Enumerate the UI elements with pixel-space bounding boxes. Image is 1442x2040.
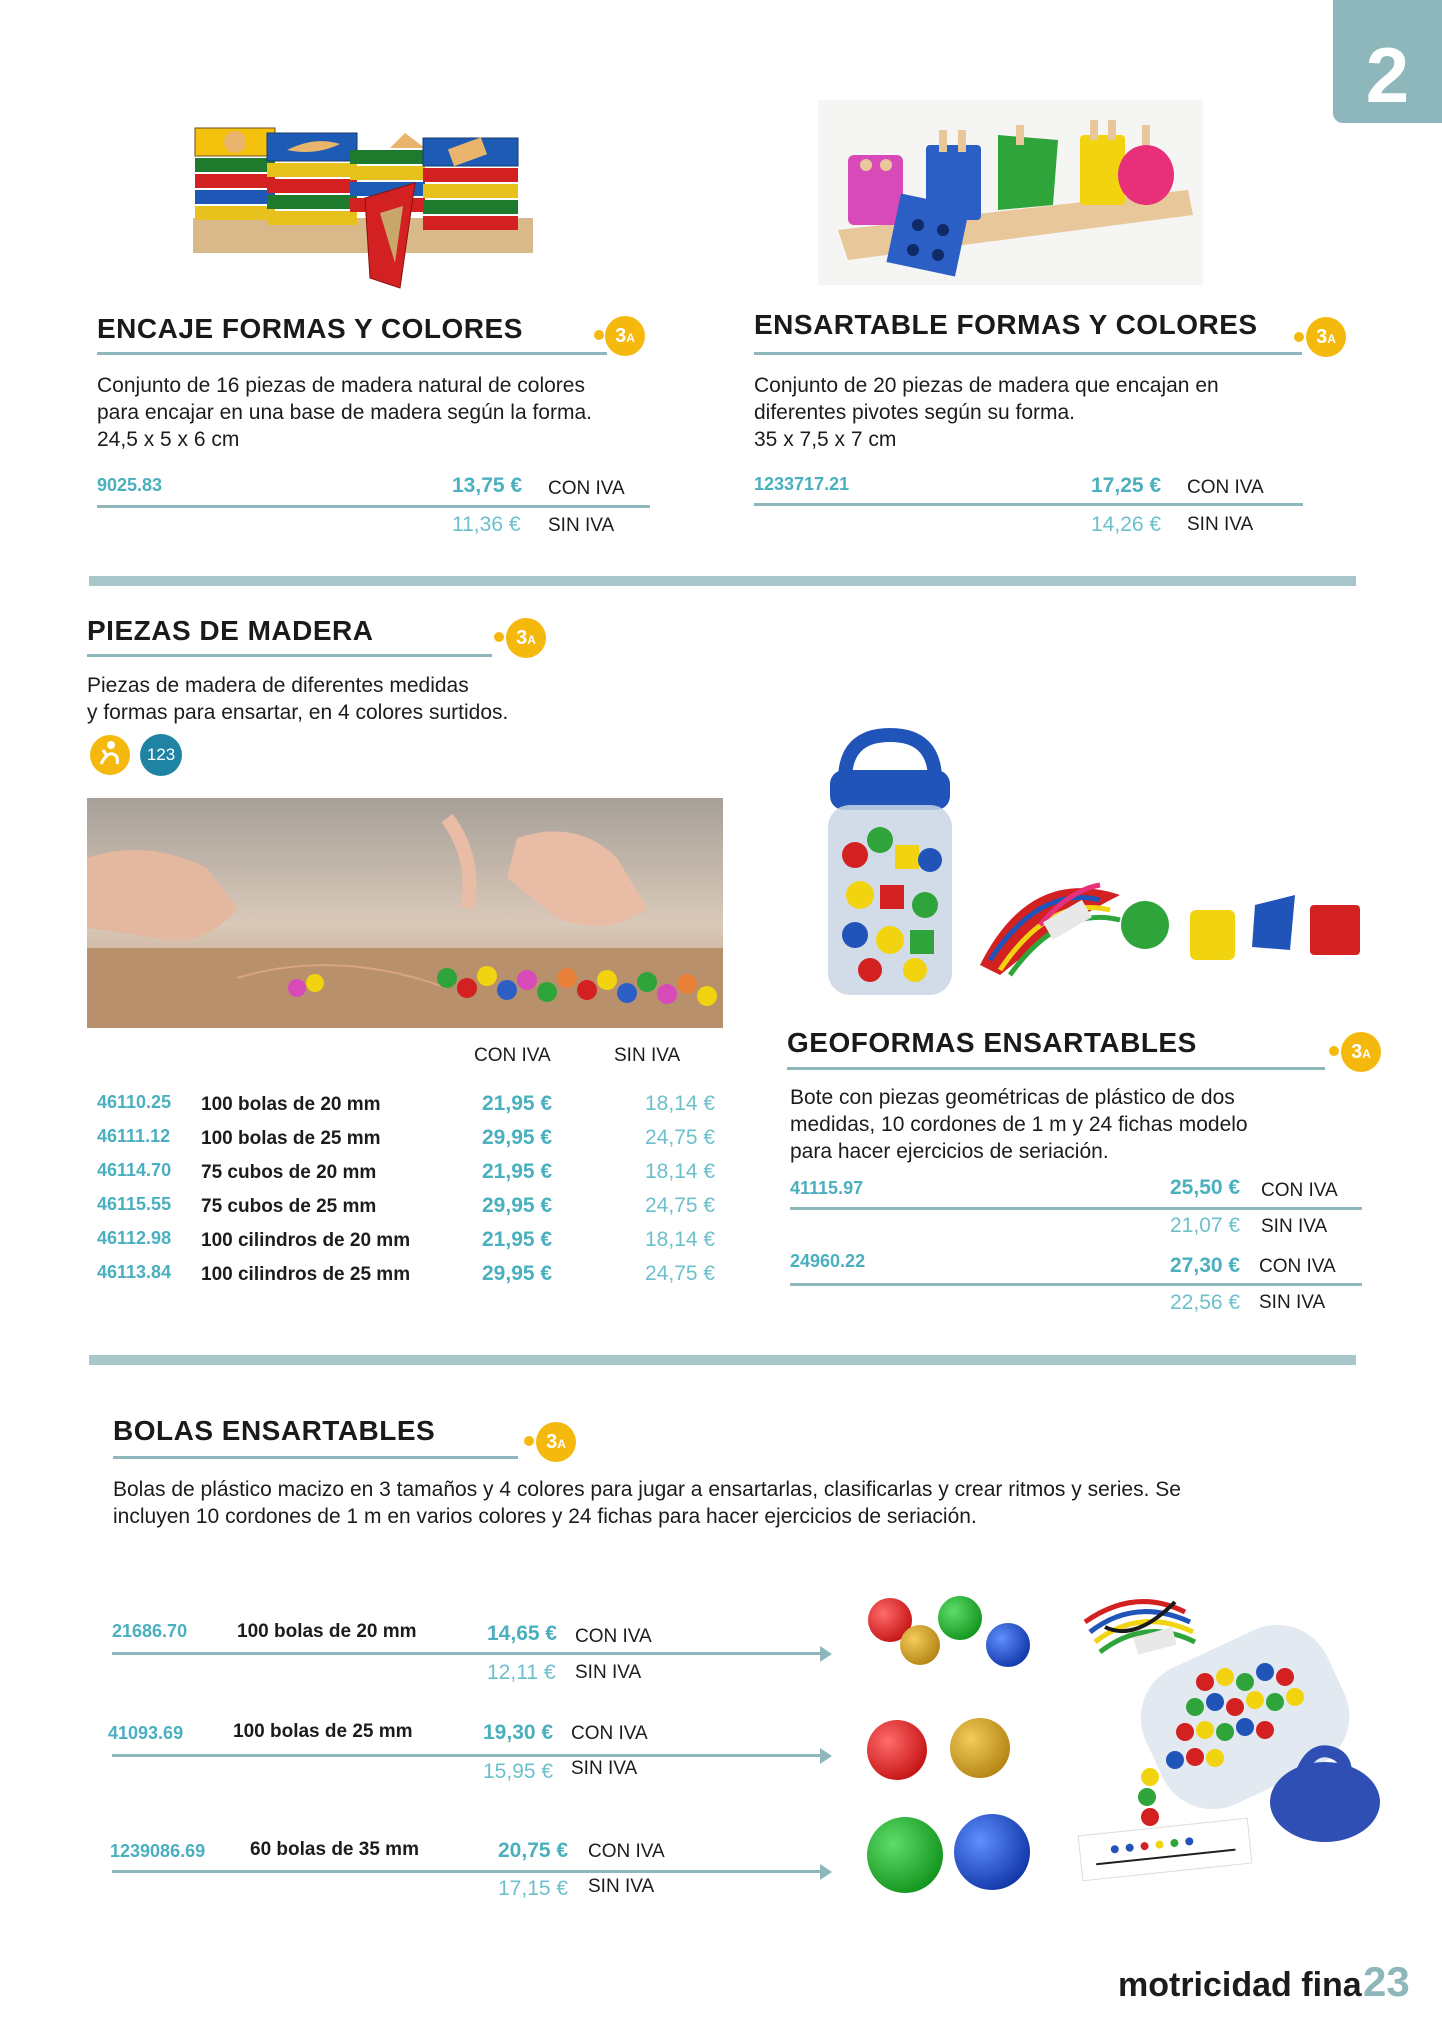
row-item: 100 cilindros de 20 mm <box>201 1230 411 1251</box>
con-iva-label: CON IVA <box>1261 1180 1338 1201</box>
row-price-con: 21,95 € <box>482 1160 553 1183</box>
sin-iva-label: SIN IVA <box>1259 1292 1326 1313</box>
con-iva-label: CON IVA <box>548 478 625 499</box>
sin-iva-label: SIN IVA <box>575 1662 642 1683</box>
arrow-rule <box>112 1870 822 1873</box>
row-price-sin: 18,14 € <box>645 1228 716 1251</box>
title-underline <box>754 352 1302 355</box>
product-title-piezas: PIEZAS DE MADERA <box>87 615 374 646</box>
motor-skill-icon <box>89 734 131 776</box>
row-item: 100 bolas de 25 mm <box>233 1721 413 1742</box>
row-item: 100 bolas de 20 mm <box>201 1094 381 1115</box>
product-image-bolas <box>1075 1582 1395 1882</box>
con-iva-label: CON IVA <box>571 1723 648 1744</box>
row-item: 100 cilindros de 25 mm <box>201 1264 411 1285</box>
row-price-con: 29,95 € <box>482 1126 553 1149</box>
price-con-iva: 19,30 € <box>483 1721 554 1744</box>
sin-iva-label: SIN IVA <box>1261 1216 1328 1237</box>
product-title-encaje: ENCAJE FORMAS Y COLORES <box>97 313 523 344</box>
product-description-encaje: Conjunto de 16 piezas de madera natural de colores para encajar en una base de madera según la forma. 24,5 x 5 x 6 cm <box>97 374 592 451</box>
sin-iva-label: SIN IVA <box>588 1876 655 1897</box>
row-code: 46110.25 <box>97 1092 172 1112</box>
con-iva-label: CON IVA <box>588 1841 665 1862</box>
section-name: motricidad fina <box>1118 1966 1362 2004</box>
product-title-geoformas: GEOFORMAS ENSARTABLES <box>787 1027 1197 1058</box>
age-badge-ensartable: 3A <box>1306 317 1346 357</box>
age-badge-dot <box>492 630 506 644</box>
age-badge-dot <box>592 328 606 342</box>
row-price-sin: 24,75 € <box>645 1262 716 1285</box>
arrow-right-icon <box>820 1748 832 1764</box>
product-image-geoformas <box>800 725 1375 1005</box>
table-row <box>97 1194 737 1228</box>
title-underline <box>87 654 492 657</box>
price-con-iva: 27,30 € <box>1170 1254 1241 1277</box>
age-badge-dot <box>1327 1044 1341 1058</box>
numbers-badge-icon: 123 <box>140 734 182 776</box>
section-separator <box>89 576 1356 586</box>
row-price-con: 29,95 € <box>482 1194 553 1217</box>
price-sin-iva: 17,15 € <box>498 1877 569 1900</box>
row-price-sin: 18,14 € <box>645 1092 716 1115</box>
title-underline <box>97 352 607 355</box>
age-badge-piezas: 3A <box>506 618 546 658</box>
row-price-con: 29,95 € <box>482 1262 553 1285</box>
product-code: 21686.70 <box>112 1621 188 1641</box>
row-item: 100 bolas de 25 mm <box>201 1128 381 1149</box>
row-price-con: 21,95 € <box>482 1228 553 1251</box>
row-item: 75 cubos de 20 mm <box>201 1162 377 1183</box>
page-number: 23 <box>1363 1958 1410 2005</box>
arrow-right-icon <box>820 1864 832 1880</box>
row-price-sin: 18,14 € <box>645 1160 716 1183</box>
price-sin-iva: 14,26 € <box>1091 513 1162 536</box>
age-badge-dot <box>522 1434 536 1448</box>
balls-illustration <box>860 1590 1040 1900</box>
product-code: 41093.69 <box>108 1723 184 1743</box>
title-underline <box>787 1067 1325 1070</box>
row-price-sin: 24,75 € <box>645 1126 716 1149</box>
arrow-rule <box>112 1754 822 1757</box>
con-iva-label: CON IVA <box>575 1626 652 1647</box>
row-price-con: 21,95 € <box>482 1092 553 1115</box>
row-code: 46113.84 <box>97 1262 172 1282</box>
table-row <box>97 1092 737 1126</box>
age-badge-encaje: 3A <box>605 316 645 356</box>
price-rule <box>790 1207 1362 1210</box>
title-underline <box>113 1456 518 1459</box>
price-rule <box>97 505 650 508</box>
price-rule <box>790 1283 1362 1286</box>
row-item: 100 bolas de 20 mm <box>237 1621 417 1642</box>
arrow-rule <box>112 1652 822 1655</box>
price-table-piezas <box>97 1092 737 1296</box>
product-title-bolas: BOLAS ENSARTABLES <box>113 1415 436 1446</box>
con-iva-label: CON IVA <box>1187 477 1264 498</box>
sin-iva-label: SIN IVA <box>571 1758 638 1779</box>
column-header-con-iva: CON IVA <box>474 1045 551 1066</box>
product-description-ensartable: Conjunto de 20 piezas de madera que encajan en diferentes pivotes según su forma. 35 x 7,5 x 7 cm <box>754 374 1219 451</box>
column-header-sin-iva: SIN IVA <box>614 1045 681 1066</box>
price-con-iva: 25,50 € <box>1170 1176 1241 1199</box>
row-item: 60 bolas de 35 mm <box>250 1839 419 1860</box>
price-sin-iva: 12,11 € <box>487 1661 556 1684</box>
product-image-encaje <box>185 118 535 293</box>
price-sin-iva: 15,95 € <box>483 1760 554 1783</box>
arrow-right-icon <box>820 1646 832 1662</box>
product-code: 1239086.69 <box>110 1841 206 1861</box>
product-description-geoformas: Bote con piezas geométricas de plástico de dos medidas, 10 cordones de 1 m y 24 fichas modelo para hacer ejercicios de seriación. <box>790 1086 1248 1163</box>
product-title-ensartable: ENSARTABLE FORMAS Y COLORES <box>754 309 1258 340</box>
row-code: 46114.70 <box>97 1160 172 1180</box>
product-code: 9025.83 <box>97 475 163 495</box>
product-code: 41115.97 <box>790 1178 864 1198</box>
table-row <box>97 1160 737 1194</box>
price-sin-iva: 11,36 € <box>452 513 521 536</box>
row-price-sin: 24,75 € <box>645 1194 716 1217</box>
product-description-bolas: Bolas de plástico macizo en 3 tamaños y 4 colores para jugar a ensartarlas, clasificarlas y crear ritmos y series. Se incluyen 10 cordones de 1 m en varios colores y 24 fichas para hacer ejercicios de seriación. <box>113 1478 1181 1528</box>
table-row <box>97 1228 737 1262</box>
row-code: 46115.55 <box>97 1194 172 1214</box>
row-code: 46111.12 <box>97 1126 171 1146</box>
table-row <box>97 1262 737 1296</box>
sin-iva-label: SIN IVA <box>548 515 615 536</box>
price-con-iva: 17,25 € <box>1091 474 1162 497</box>
con-iva-label: CON IVA <box>1259 1256 1336 1277</box>
price-con-iva: 13,75 € <box>452 474 523 497</box>
sin-iva-label: SIN IVA <box>1187 514 1254 535</box>
age-badge-bolas: 3A <box>536 1422 576 1462</box>
price-con-iva: 14,65 € <box>487 1622 558 1645</box>
price-sin-iva: 22,56 € <box>1170 1291 1241 1314</box>
product-code: 1233717.21 <box>754 474 850 494</box>
chapter-tab: 2 <box>1333 0 1442 123</box>
price-sin-iva: 21,07 € <box>1170 1214 1241 1237</box>
row-code: 46112.98 <box>97 1228 172 1248</box>
price-con-iva: 20,75 € <box>498 1839 569 1862</box>
product-image-ensartable <box>818 100 1203 285</box>
section-separator <box>89 1355 1356 1365</box>
product-description-piezas: Piezas de madera de diferentes medidas y formas para ensartar, en 4 colores surtidos. <box>87 674 509 724</box>
row-item: 75 cubos de 25 mm <box>201 1196 377 1217</box>
product-photo-piezas <box>87 798 723 1028</box>
table-row <box>97 1126 737 1160</box>
product-code: 24960.22 <box>790 1251 866 1271</box>
price-rule <box>754 503 1303 506</box>
age-badge-geoformas: 3A <box>1341 1032 1381 1072</box>
age-badge-dot <box>1292 330 1306 344</box>
